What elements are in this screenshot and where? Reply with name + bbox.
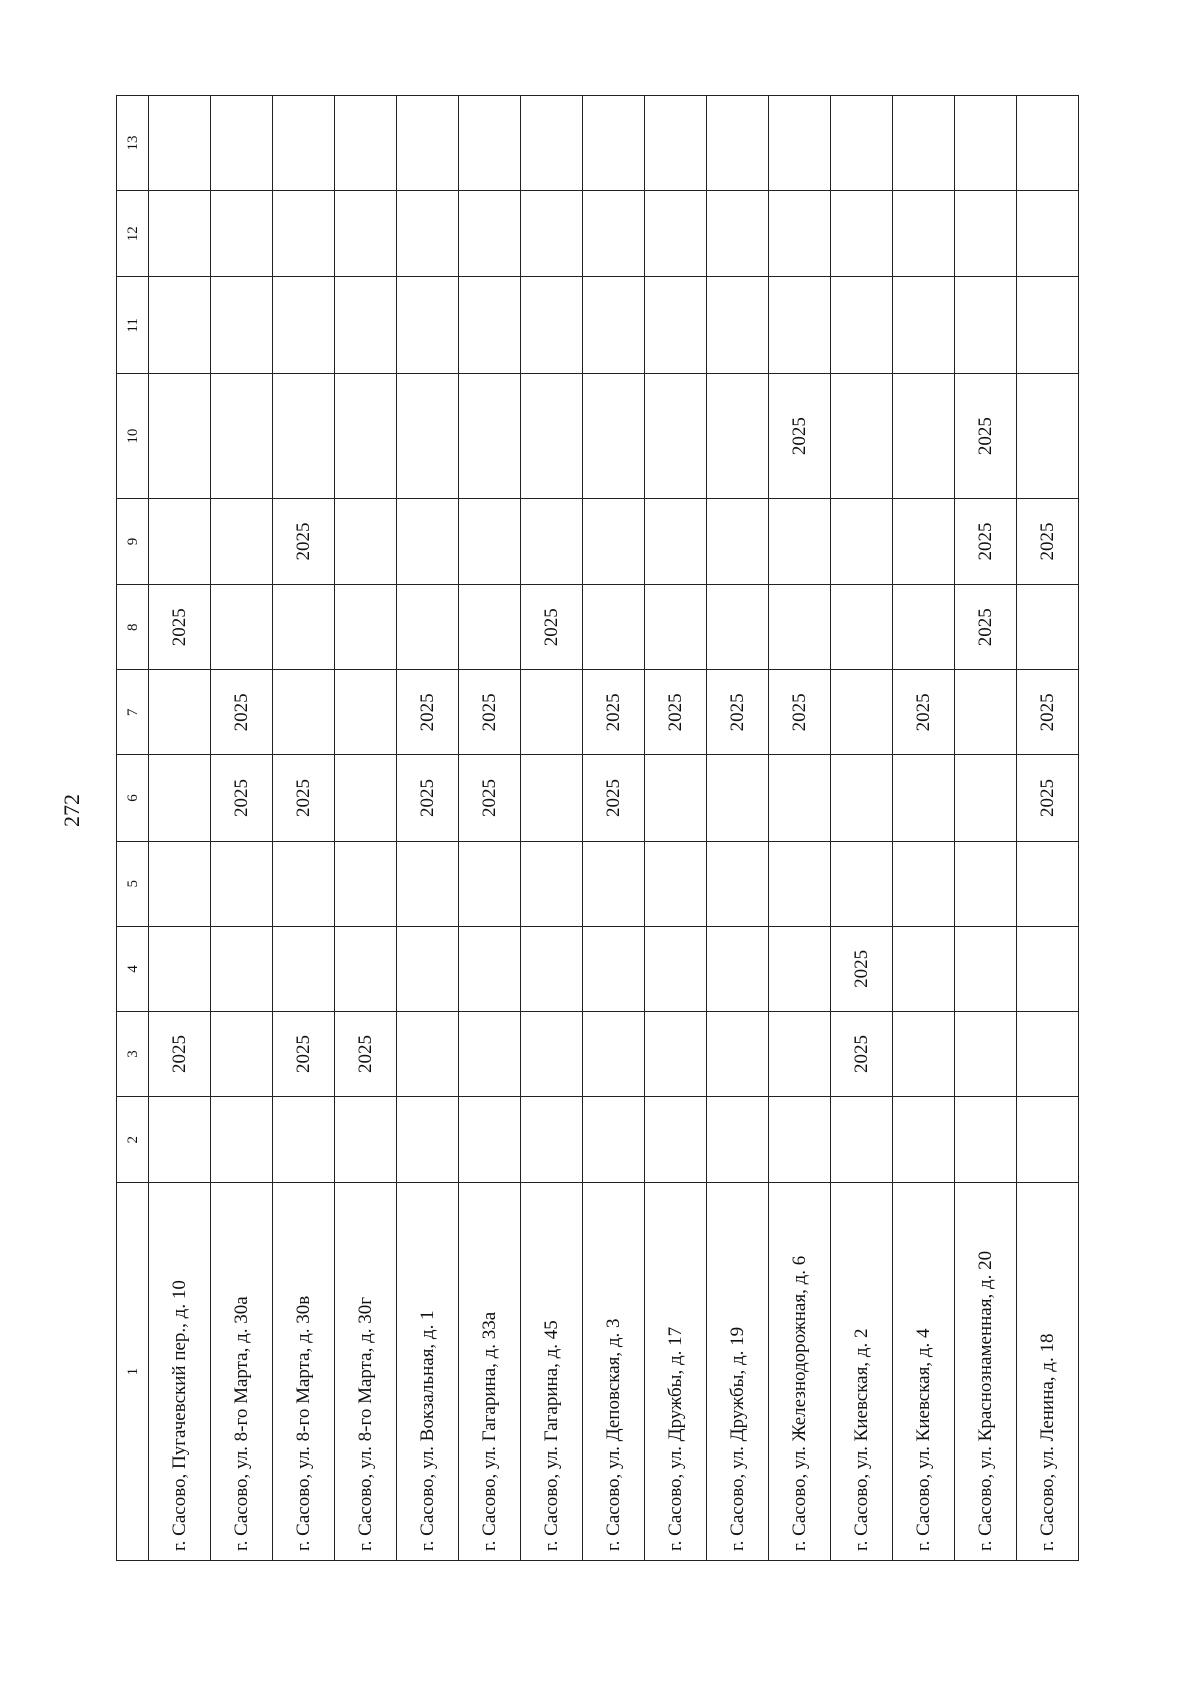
year-cell-col-12 <box>273 191 335 277</box>
column-header-12: 12 <box>117 191 149 277</box>
year-cell-col-2 <box>1017 1097 1079 1183</box>
year-cell-col-3 <box>211 1011 273 1096</box>
year-cell-col-7 <box>149 670 211 755</box>
year-cell-col-9: 2025 <box>273 498 335 584</box>
year-cell-col-11 <box>459 277 521 374</box>
table-row <box>645 96 707 1561</box>
table-row <box>769 96 831 1561</box>
year-cell-col-6: 2025 <box>1017 755 1079 841</box>
year-cell-col-10 <box>273 374 335 498</box>
year-cell-col-3 <box>769 1011 831 1096</box>
column-header-7: 7 <box>117 670 149 755</box>
year-cell-col-7: 2025 <box>645 670 707 755</box>
year-cell-col-8 <box>893 585 955 670</box>
year-cell-col-11 <box>397 277 459 374</box>
address-cell: г. Сасово, ул. Гагарина, д. 33а <box>459 1183 521 1561</box>
year-cell-col-13 <box>335 96 397 191</box>
year-cell-col-4 <box>521 926 583 1011</box>
year-cell-col-8 <box>273 585 335 670</box>
year-cell-col-7: 2025 <box>893 670 955 755</box>
year-cell-col-5 <box>645 841 707 926</box>
year-cell-col-13 <box>893 96 955 191</box>
year-cell-col-12 <box>521 191 583 277</box>
year-cell-col-2 <box>335 1097 397 1183</box>
year-cell-col-3 <box>583 1011 645 1096</box>
year-cell-col-10 <box>1017 374 1079 498</box>
year-cell-col-10 <box>397 374 459 498</box>
year-cell-col-13 <box>459 96 521 191</box>
year-cell-col-10: 2025 <box>769 374 831 498</box>
year-cell-col-7 <box>955 670 1017 755</box>
year-cell-col-8 <box>583 585 645 670</box>
address-cell: г. Сасово, ул. 8-го Марта, д. 30а <box>211 1183 273 1561</box>
column-header-6: 6 <box>117 755 149 841</box>
column-header-3: 3 <box>117 1011 149 1096</box>
year-cell-col-6 <box>521 755 583 841</box>
year-cell-col-9 <box>583 498 645 584</box>
year-cell-col-6: 2025 <box>459 755 521 841</box>
year-cell-col-11 <box>211 277 273 374</box>
table-row <box>831 96 893 1561</box>
year-cell-col-2 <box>583 1097 645 1183</box>
work-schedule-table <box>116 95 1079 1561</box>
year-cell-col-2 <box>955 1097 1017 1183</box>
column-header-10: 10 <box>117 374 149 498</box>
column-header-5: 5 <box>117 841 149 926</box>
year-cell-col-11 <box>1017 277 1079 374</box>
year-cell-col-13 <box>769 96 831 191</box>
year-cell-col-12 <box>769 191 831 277</box>
year-cell-col-4 <box>645 926 707 1011</box>
page-number: 272 <box>59 794 84 827</box>
year-cell-col-9 <box>211 498 273 584</box>
year-cell-col-8 <box>211 585 273 670</box>
address-cell: г. Сасово, ул. Железнодорожная, д. 6 <box>769 1183 831 1561</box>
year-cell-col-4 <box>707 926 769 1011</box>
year-cell-col-12 <box>397 191 459 277</box>
year-cell-col-10 <box>211 374 273 498</box>
year-cell-col-5 <box>955 841 1017 926</box>
year-cell-col-13 <box>1017 96 1079 191</box>
year-cell-col-3: 2025 <box>335 1011 397 1096</box>
year-cell-col-13 <box>149 96 211 191</box>
year-cell-col-13 <box>583 96 645 191</box>
table-row <box>149 96 211 1561</box>
year-cell-col-9 <box>397 498 459 584</box>
year-cell-col-5 <box>211 841 273 926</box>
year-cell-col-12 <box>583 191 645 277</box>
column-header-2: 2 <box>117 1097 149 1183</box>
year-cell-col-9 <box>645 498 707 584</box>
year-cell-col-2 <box>211 1097 273 1183</box>
year-cell-col-3 <box>645 1011 707 1096</box>
year-cell-col-12 <box>1017 191 1079 277</box>
year-cell-col-7 <box>273 670 335 755</box>
year-cell-col-2 <box>397 1097 459 1183</box>
address-cell: г. Сасово, ул. Киевская, д. 2 <box>831 1183 893 1561</box>
year-cell-col-6 <box>149 755 211 841</box>
year-cell-col-11 <box>769 277 831 374</box>
column-header-9: 9 <box>117 498 149 584</box>
column-header-4: 4 <box>117 926 149 1011</box>
year-cell-col-3: 2025 <box>149 1011 211 1096</box>
address-cell: г. Сасово, ул. Ленина, д. 18 <box>1017 1183 1079 1561</box>
year-cell-col-2 <box>769 1097 831 1183</box>
year-cell-col-8: 2025 <box>521 585 583 670</box>
year-cell-col-7: 2025 <box>707 670 769 755</box>
year-cell-col-3 <box>459 1011 521 1096</box>
year-cell-col-9 <box>893 498 955 584</box>
year-cell-col-7 <box>831 670 893 755</box>
address-cell: г. Сасово, Пугачевский пер., д. 10 <box>149 1183 211 1561</box>
address-cell: г. Сасово, ул. Гагарина, д. 45 <box>521 1183 583 1561</box>
year-cell-col-9 <box>707 498 769 584</box>
year-cell-col-12 <box>831 191 893 277</box>
table-row <box>459 96 521 1561</box>
table-body <box>117 96 1079 1561</box>
year-cell-col-7: 2025 <box>583 670 645 755</box>
year-cell-col-11 <box>335 277 397 374</box>
year-cell-col-5 <box>893 841 955 926</box>
year-cell-col-5 <box>583 841 645 926</box>
year-cell-col-12 <box>955 191 1017 277</box>
year-cell-col-7: 2025 <box>211 670 273 755</box>
year-cell-col-4 <box>335 926 397 1011</box>
year-cell-col-13 <box>955 96 1017 191</box>
year-cell-col-5 <box>335 841 397 926</box>
year-cell-col-6 <box>335 755 397 841</box>
year-cell-col-9: 2025 <box>1017 498 1079 584</box>
table-row <box>707 96 769 1561</box>
year-cell-col-8 <box>769 585 831 670</box>
table-row <box>273 96 335 1561</box>
year-cell-col-8 <box>707 585 769 670</box>
address-cell: г. Сасово, ул. Деповская, д. 3 <box>583 1183 645 1561</box>
year-cell-col-12 <box>335 191 397 277</box>
address-cell: г. Сасово, ул. Дружбы, д. 19 <box>707 1183 769 1561</box>
year-cell-col-13 <box>397 96 459 191</box>
year-cell-col-6 <box>893 755 955 841</box>
year-cell-col-12 <box>707 191 769 277</box>
year-cell-col-10 <box>521 374 583 498</box>
year-cell-col-6: 2025 <box>397 755 459 841</box>
year-cell-col-6 <box>831 755 893 841</box>
year-cell-col-3 <box>397 1011 459 1096</box>
header-row <box>117 96 149 1561</box>
table-row <box>893 96 955 1561</box>
table-row <box>955 96 1017 1561</box>
year-cell-col-4 <box>955 926 1017 1011</box>
year-cell-col-4 <box>149 926 211 1011</box>
year-cell-col-5 <box>707 841 769 926</box>
year-cell-col-4 <box>397 926 459 1011</box>
year-cell-col-7: 2025 <box>397 670 459 755</box>
year-cell-col-5 <box>459 841 521 926</box>
year-cell-col-11 <box>149 277 211 374</box>
year-cell-col-3: 2025 <box>273 1011 335 1096</box>
year-cell-col-8 <box>1017 585 1079 670</box>
year-cell-col-11 <box>955 277 1017 374</box>
year-cell-col-6 <box>955 755 1017 841</box>
table-row <box>397 96 459 1561</box>
address-cell: г. Сасово, ул. Краснознаменная, д. 20 <box>955 1183 1017 1561</box>
table-row <box>211 96 273 1561</box>
year-cell-col-8 <box>831 585 893 670</box>
year-cell-col-8 <box>459 585 521 670</box>
year-cell-col-3 <box>955 1011 1017 1096</box>
year-cell-col-9: 2025 <box>955 498 1017 584</box>
table-row <box>521 96 583 1561</box>
rotated-table-wrapper <box>116 95 1071 1561</box>
year-cell-col-5 <box>1017 841 1079 926</box>
year-cell-col-8: 2025 <box>149 585 211 670</box>
year-cell-col-2 <box>273 1097 335 1183</box>
year-cell-col-6: 2025 <box>583 755 645 841</box>
year-cell-col-10 <box>459 374 521 498</box>
year-cell-col-11 <box>707 277 769 374</box>
year-cell-col-10 <box>645 374 707 498</box>
year-cell-col-13 <box>273 96 335 191</box>
year-cell-col-5 <box>831 841 893 926</box>
year-cell-col-9 <box>459 498 521 584</box>
year-cell-col-4 <box>273 926 335 1011</box>
year-cell-col-10 <box>335 374 397 498</box>
year-cell-col-4: 2025 <box>831 926 893 1011</box>
year-cell-col-7: 2025 <box>1017 670 1079 755</box>
year-cell-col-7: 2025 <box>769 670 831 755</box>
year-cell-col-9 <box>831 498 893 584</box>
year-cell-col-3 <box>521 1011 583 1096</box>
year-cell-col-8 <box>645 585 707 670</box>
year-cell-col-11 <box>893 277 955 374</box>
year-cell-col-13 <box>831 96 893 191</box>
year-cell-col-5 <box>273 841 335 926</box>
year-cell-col-6 <box>769 755 831 841</box>
year-cell-col-8 <box>335 585 397 670</box>
year-cell-col-6: 2025 <box>273 755 335 841</box>
year-cell-col-3: 2025 <box>831 1011 893 1096</box>
year-cell-col-2 <box>521 1097 583 1183</box>
table-row <box>583 96 645 1561</box>
year-cell-col-7: 2025 <box>459 670 521 755</box>
year-cell-col-4 <box>583 926 645 1011</box>
table-row <box>335 96 397 1561</box>
year-cell-col-3 <box>1017 1011 1079 1096</box>
year-cell-col-9 <box>521 498 583 584</box>
year-cell-col-9 <box>769 498 831 584</box>
year-cell-col-6 <box>707 755 769 841</box>
column-header-1: 1 <box>117 1183 149 1561</box>
year-cell-col-11 <box>583 277 645 374</box>
year-cell-col-11 <box>273 277 335 374</box>
year-cell-col-8 <box>397 585 459 670</box>
address-cell: г. Сасово, ул. Дружбы, д. 17 <box>645 1183 707 1561</box>
year-cell-col-13 <box>521 96 583 191</box>
year-cell-col-10 <box>149 374 211 498</box>
year-cell-col-5 <box>769 841 831 926</box>
year-cell-col-3 <box>893 1011 955 1096</box>
year-cell-col-10 <box>707 374 769 498</box>
column-header-13: 13 <box>117 96 149 191</box>
year-cell-col-2 <box>459 1097 521 1183</box>
year-cell-col-12 <box>459 191 521 277</box>
year-cell-col-10 <box>831 374 893 498</box>
year-cell-col-11 <box>645 277 707 374</box>
year-cell-col-13 <box>645 96 707 191</box>
year-cell-col-2 <box>831 1097 893 1183</box>
year-cell-col-13 <box>707 96 769 191</box>
column-header-8: 8 <box>117 585 149 670</box>
year-cell-col-4 <box>769 926 831 1011</box>
year-cell-col-5 <box>521 841 583 926</box>
year-cell-col-12 <box>893 191 955 277</box>
table-row <box>1017 96 1079 1561</box>
year-cell-col-9 <box>335 498 397 584</box>
year-cell-col-4 <box>459 926 521 1011</box>
year-cell-col-10: 2025 <box>955 374 1017 498</box>
year-cell-col-12 <box>149 191 211 277</box>
year-cell-col-11 <box>831 277 893 374</box>
year-cell-col-6 <box>645 755 707 841</box>
year-cell-col-3 <box>707 1011 769 1096</box>
year-cell-col-11 <box>521 277 583 374</box>
year-cell-col-2 <box>149 1097 211 1183</box>
year-cell-col-12 <box>645 191 707 277</box>
year-cell-col-7 <box>521 670 583 755</box>
address-cell: г. Сасово, ул. 8-го Марта, д. 30в <box>273 1183 335 1561</box>
year-cell-col-8: 2025 <box>955 585 1017 670</box>
year-cell-col-2 <box>893 1097 955 1183</box>
year-cell-col-13 <box>211 96 273 191</box>
address-cell: г. Сасово, ул. 8-го Марта, д. 30г <box>335 1183 397 1561</box>
year-cell-col-2 <box>645 1097 707 1183</box>
year-cell-col-10 <box>583 374 645 498</box>
year-cell-col-4 <box>893 926 955 1011</box>
year-cell-col-6: 2025 <box>211 755 273 841</box>
year-cell-col-10 <box>893 374 955 498</box>
column-header-11: 11 <box>117 277 149 374</box>
year-cell-col-5 <box>397 841 459 926</box>
year-cell-col-9 <box>149 498 211 584</box>
address-cell: г. Сасово, ул. Вокзальная, д. 1 <box>397 1183 459 1561</box>
year-cell-col-12 <box>211 191 273 277</box>
address-cell: г. Сасово, ул. Киевская, д. 4 <box>893 1183 955 1561</box>
year-cell-col-4 <box>211 926 273 1011</box>
year-cell-col-5 <box>149 841 211 926</box>
year-cell-col-4 <box>1017 926 1079 1011</box>
year-cell-col-7 <box>335 670 397 755</box>
year-cell-col-2 <box>707 1097 769 1183</box>
